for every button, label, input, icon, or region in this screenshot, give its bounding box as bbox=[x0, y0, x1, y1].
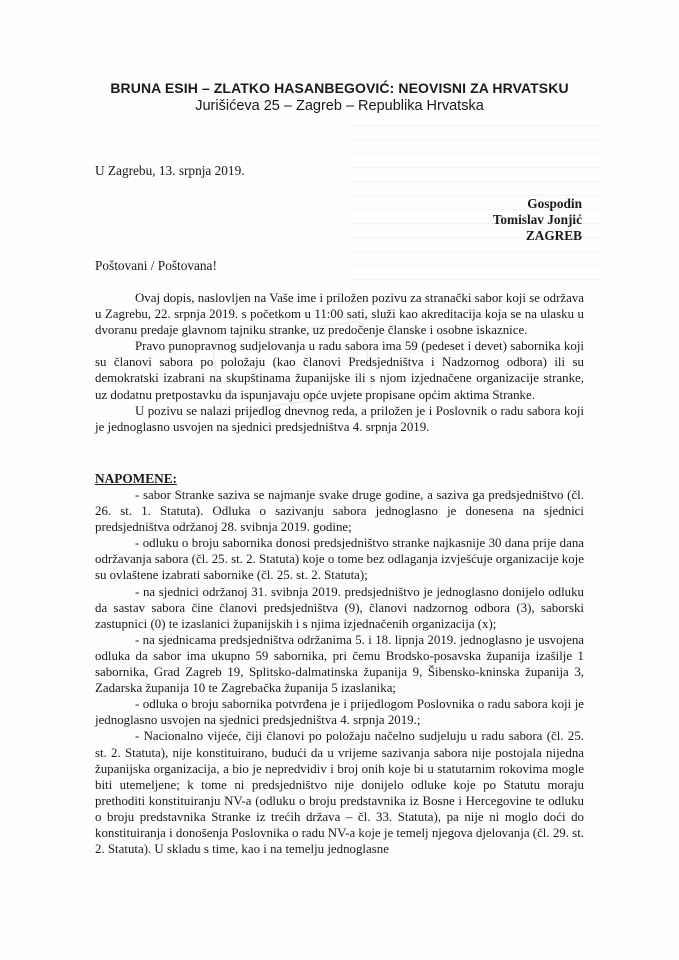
recipient-block bbox=[493, 196, 582, 244]
letterhead-party-name: BRUNA ESIH – ZLATKO HASANBEGOVIĆ: NEOVISNI ZA HRVATSKU bbox=[110, 80, 569, 96]
notes-list bbox=[95, 487, 584, 857]
letter-date: U Zagrebu, 13. srpnja 2019. bbox=[95, 163, 245, 178]
note-item: - Nacionalno vijeće, čiji članovi po položaju načelno sudjeluju u radu sabora (čl. 25. st. 2. Statuta), nije konstituirano, budući da u vrijeme sazivanja sabora nije postojala nijedna županijska organizacija, a bio je nepredvidiv i broj onih koje bi u statutarnim rokovima mogle biti utemeljene; k tome ni predsjedništvo nije donijelo odluke koje po Statutu moraju prethoditi konstituiranju NV-a (odluku o broju predstavnika iz Bosne i Hercegovine te odluku o broju predstavnika Stranke iz trećih država – čl. 33. Statuta), pa nije ni moglo doći do konstituiranja i donošenja Poslovnika o radu NV-a koje je temelj njegova djelovanja (čl. 29. st. 2. Statuta). U skladu s time, kao i na temelju jednoglasne bbox=[95, 729, 584, 857]
body-paragraph: U pozivu se nalazi prijedlog dnevnog reda, a priložen je i Poslovnik o radu sabora koji je jednoglasno usvojen na sjednici predsjedništva 4. srpnja 2019. bbox=[95, 403, 584, 434]
letter-body bbox=[95, 290, 584, 435]
note-item: - odluku o broju sabornika donosi predsjedništvo stranke najkasnije 30 dana prije dana održavanja sabora (čl. 25. st. 2. Statuta) koje o tome bez odlaganja izvješćuje organizacije koje su ovlaštene izabrati sabornike (čl. 25. st. 2. Statuta); bbox=[95, 536, 584, 583]
body-paragraph: Pravo punopravnog sudjelovanja u radu sabora ima 59 (pedeset i devet) sabornika koji su članovi sabora po položaju (kao članovi Predsjedništva i Nadzornog odbora) ili su demokratski izabrani na skupštinama županijske ili s njom izjednačene organizacije stranke, uz dodatnu pretpostavku da ispunjavaju opće uvjete propisane općim aktima Stranke. bbox=[95, 339, 584, 402]
note-item: - odluka o broju sabornika potvrđena je i prijedlogom Poslovnika o radu sabora koji je jednoglasno usvojen na sjednici predsjedništva 4. srpnja 2019.; bbox=[95, 697, 584, 728]
note-item: - na sjednicama predsjedništva održanima 5. i 18. lipnja 2019. jednoglasno je usvojena odluka da sabor ima ukupno 59 sabornika, pri čemu Brodsko-posavska županija izašilje 1 sabornika, Grad Zagreb 19, Splitsko-dalmatinska županija 9, Šibensko-kninska županija 3, Zadarska županija 10 te Zagrebačka županija 5 izaslanika; bbox=[95, 632, 584, 696]
greeting: Poštovani / Poštovana! bbox=[95, 258, 217, 273]
recipient-name: Tomislav Jonjić bbox=[492, 212, 582, 227]
note-item: - sabor Stranke saziva se najmanje svake druge godine, a saziva ga predsjedništvo (čl. 26. st. 1. Statuta). Odluka o sazivanju sabora jednoglasno je donesena na sjednici predsjedništva održanoj 28. svibnja 2019. godine; bbox=[95, 488, 584, 535]
body-paragraph: Ovaj dopis, naslovljen na Vaše ime i priložen pozivu za stranački sabor koji se održava u Zagrebu, 22. srpnja 2019. s početkom u 11:00 sati, služi kao akreditacija koja se na ulasku u dvoranu predaje glavnom tajniku stranke, uz predočenje članske i osobne iskaznice. bbox=[95, 291, 584, 338]
letterhead bbox=[0, 80, 679, 114]
notes-heading: NAPOMENE: bbox=[95, 471, 177, 486]
recipient-salutation: Gospodin bbox=[527, 196, 582, 211]
letterhead-address: Jurišićeva 25 – Zagreb – Republika Hrvatska bbox=[195, 98, 484, 114]
note-item: - na sjednici održanoj 31. svibnja 2019. predsjedništvo je jednoglasno donijelo odluku da sastav sabora čine članovi predsjedništva (9), članovi nadzornog odbora (3), saborski zastupnici (0) te izaslanici županijskih i s njima izjednačenih organizacija (x); bbox=[95, 584, 584, 631]
recipient-city: ZAGREB bbox=[525, 228, 582, 243]
